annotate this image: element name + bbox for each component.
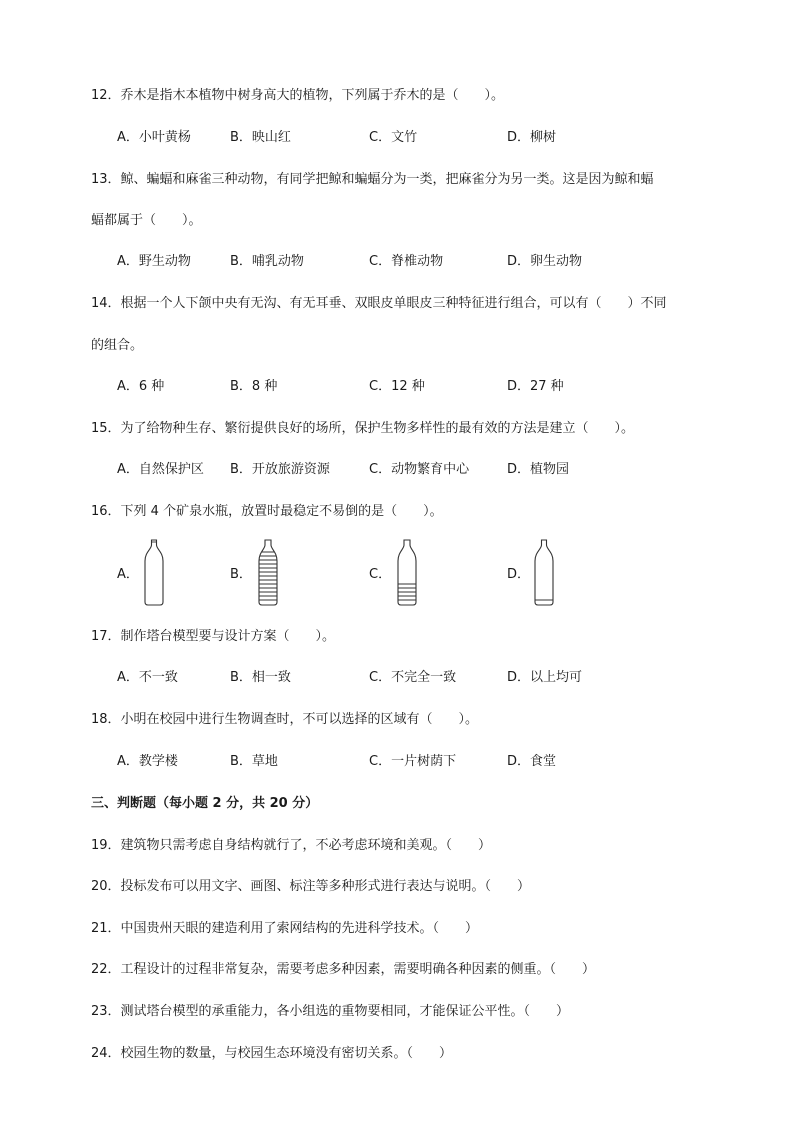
question-14-line-1: 14．根据一个人下颌中央有无沟、有无耳垂、双眼皮单眼皮三种特征进行组合，可以有（ ）不同 xyxy=(91,296,667,311)
question-18-options xyxy=(0,753,794,771)
judgment-22[interactable]: 22．工程设计的过程非常复杂，需要考虑多种因素，需要明确各种因素的侧重。（ ） xyxy=(91,962,596,977)
bottle-full-water-icon[interactable] xyxy=(255,538,281,608)
question-15-options xyxy=(0,461,794,479)
option-b[interactable]: B．开放旅游资源 xyxy=(230,462,330,477)
option-c[interactable]: C．12 种 xyxy=(369,379,425,394)
question-13-line-2: 蝠都属于（ ）。 xyxy=(91,213,202,228)
option-d[interactable]: D．卵生动物 xyxy=(507,254,583,269)
option-c[interactable]: C．一片树荫下 xyxy=(369,754,457,769)
option-a[interactable]: A．教学楼 xyxy=(117,754,178,769)
bottle-half-water-icon[interactable] xyxy=(394,538,420,608)
judgment-24[interactable]: 24．校园生物的数量，与校园生态环境没有密切关系。（ ） xyxy=(91,1046,453,1061)
question-12-options xyxy=(0,129,794,147)
option-d[interactable]: D．食堂 xyxy=(507,754,557,769)
option-b[interactable]: B．草地 xyxy=(230,754,278,769)
question-16-options xyxy=(0,538,794,610)
option-c[interactable]: C．不完全一致 xyxy=(369,670,457,685)
option-d[interactable]: D．27 种 xyxy=(507,379,564,394)
judgment-19[interactable]: 19．建筑物只需考虑自身结构就行了，不必考虑环境和美观。（ ） xyxy=(91,838,492,853)
option-b[interactable]: B． xyxy=(230,567,252,582)
question-15: 15．为了给物种生存、繁衍提供良好的场所，保护生物多样性的最有效的方法是建立（ ）。 xyxy=(91,421,635,436)
question-17: 17．制作塔台模型要与设计方案（ ）。 xyxy=(91,629,336,644)
question-12: 12．乔木是指木本植物中树身高大的植物，下列属于乔木的是（ ）。 xyxy=(91,88,505,103)
option-a[interactable]: A．6 种 xyxy=(117,379,165,394)
question-13-options xyxy=(0,253,794,271)
question-14-line-2: 的组合。 xyxy=(91,338,144,353)
option-b[interactable]: B．相一致 xyxy=(230,670,291,685)
option-a[interactable]: A．不一致 xyxy=(117,670,178,685)
option-d[interactable]: D．柳树 xyxy=(507,130,557,145)
option-b[interactable]: B．哺乳动物 xyxy=(230,254,304,269)
question-17-options xyxy=(0,669,794,687)
option-a[interactable]: A． xyxy=(117,567,139,582)
bottle-plain-icon[interactable] xyxy=(142,538,166,608)
judgment-23[interactable]: 23．测试塔台模型的承重能力，各小组选的重物要相同，才能保证公平性。（ ） xyxy=(91,1004,570,1019)
option-d[interactable]: D．植物园 xyxy=(507,462,570,477)
option-d[interactable]: D． xyxy=(507,567,531,582)
option-b[interactable]: B．8 种 xyxy=(230,379,278,394)
section-heading: 三、判断题（每小题 2 分，共 20 分） xyxy=(91,796,319,811)
judgment-21[interactable]: 21．中国贵州天眼的建造利用了索网结构的先进科学技术。（ ） xyxy=(91,921,479,936)
option-a[interactable]: A．小叶黄杨 xyxy=(117,130,191,145)
option-c[interactable]: C． xyxy=(369,567,392,582)
option-b[interactable]: B．映山红 xyxy=(230,130,291,145)
option-a[interactable]: A．自然保护区 xyxy=(117,462,204,477)
option-c[interactable]: C．文竹 xyxy=(369,130,418,145)
option-c[interactable]: C．脊椎动物 xyxy=(369,254,444,269)
question-16: 16．下列 4 个矿泉水瓶，放置时最稳定不易倒的是（ ）。 xyxy=(91,504,443,519)
option-d[interactable]: D．以上均可 xyxy=(507,670,583,685)
option-a[interactable]: A．野生动物 xyxy=(117,254,191,269)
judgment-20[interactable]: 20．投标发布可以用文字、画图、标注等多种形式进行表达与说明。（ ） xyxy=(91,879,531,894)
option-c[interactable]: C．动物繁育中心 xyxy=(369,462,470,477)
bottle-little-water-icon[interactable] xyxy=(532,538,556,608)
question-14-options xyxy=(0,378,794,396)
question-18: 18．小明在校园中进行生物调查时，不可以选择的区域有（ ）。 xyxy=(91,712,479,727)
question-13-line-1: 13．鲸、蝙蝠和麻雀三种动物，有同学把鲸和蝙蝠分为一类，把麻雀分为另一类。这是因为鲸和蝠 xyxy=(91,172,654,187)
